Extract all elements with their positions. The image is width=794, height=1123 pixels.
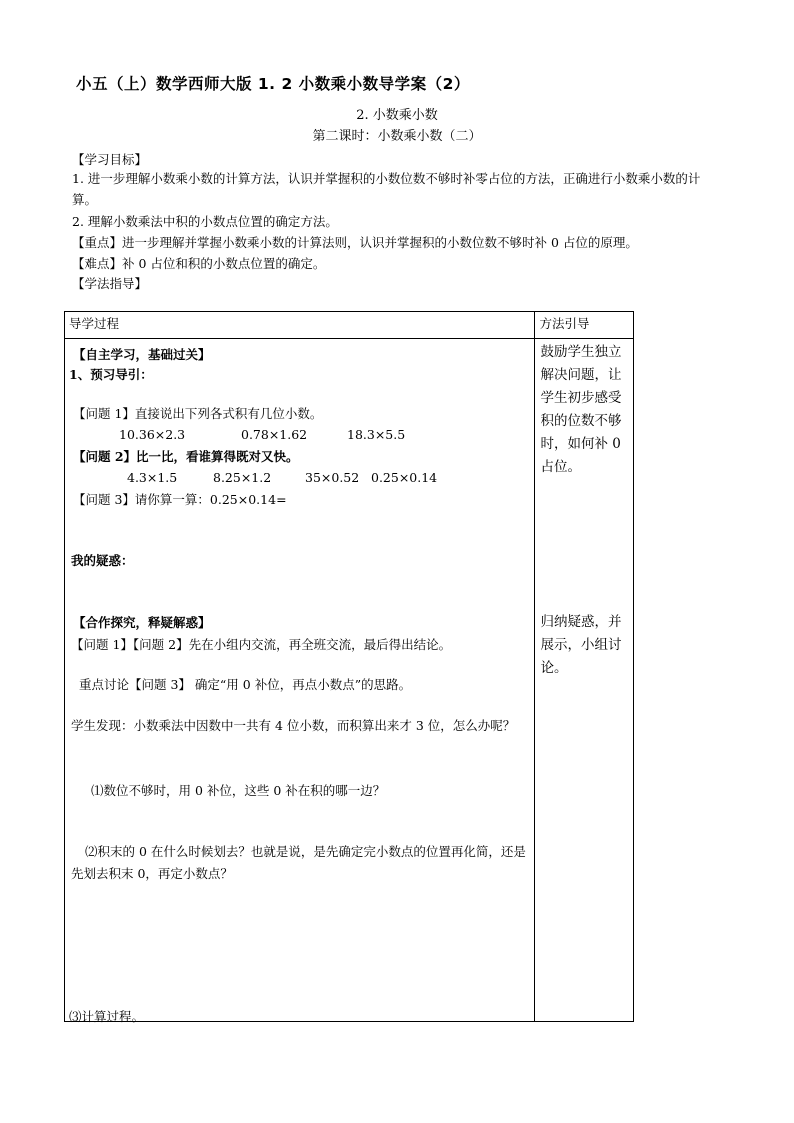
q1-expr-3: 18.3×5.5 (347, 427, 406, 442)
method-cell (535, 339, 634, 1022)
coop-questions: 【问题 1】【问题 2】先在小组内交流，再全班交流，最后得出结论。 (71, 637, 452, 652)
preview-heading: 1、预习导引： (69, 367, 153, 382)
method-note-2: 归纳疑惑，并展示，小组讨论。 (540, 614, 622, 676)
difficulty: 【难点】补 0 占位和积的小数点位置的确定。 (72, 256, 326, 271)
section-subtitle: 2. 小数乘小数 (356, 108, 438, 123)
q1-expr-1: 10.36×2.3 (119, 427, 186, 442)
objective-1: 1. 进一步理解小数乘小数的计算方法，认识并掌握积的小数位数不够时补零占位的方法，正确进行小数乘小数的计算。 (72, 171, 701, 207)
q1-expr-2: 0.78×1.62 (241, 427, 308, 442)
page-title: 小五（上）数学西师大版 1. 2 小数乘小数导学案（2） (76, 75, 470, 93)
method-note-1: 鼓励学生独立解决问题，让学生初步感受积的位数不够时，如何补 0 占位。 (540, 344, 622, 475)
point-1: ⑴数位不够时，用 0 补位，这些 0 补在积的哪一边？ (91, 783, 386, 798)
point-3: ⑶计算过程。 (69, 1009, 145, 1024)
col-header-method: 方法引导 (535, 312, 634, 339)
q2-expr-4: 0.25×0.14 (371, 470, 438, 485)
q2-expr-1: 4.3×1.5 (127, 470, 178, 485)
col-header-process: 导学过程 (65, 312, 535, 339)
self-study-heading: 【自主学习，基础过关】 (73, 347, 211, 362)
process-cell (65, 339, 535, 1022)
point-2: ⑵积末的 0 在什么时候划去？也就是说，是先确定完小数点的位置再化简，还是先划去积末 0，再定小数点？ (71, 844, 526, 881)
q2-expr-3: 35×0.52 (305, 470, 360, 485)
key-point: 【重点】进一步理解并掌握小数乘小数的计算法则，认识并掌握积的小数位数不够时补 0 占位的原理。 (72, 235, 638, 250)
objective-2: 2. 理解小数乘法中积的小数点位置的确定方法。 (72, 214, 338, 229)
method-guide-heading: 【学法指导】 (72, 276, 148, 291)
study-table (64, 311, 634, 1022)
objectives-heading: 【学习目标】 (72, 152, 148, 167)
coop-heading: 【合作探究，释疑解惑】 (73, 615, 211, 630)
student-finding: 学生发现：小数乘法中因数中一共有 4 位小数，而积算出来才 3 位，怎么办呢？ (71, 718, 516, 733)
q2-expr-2: 8.25×1.2 (213, 470, 272, 485)
lesson-subtitle: 第二课时：小数乘小数（二） (312, 129, 482, 144)
focus-discussion: 重点讨论【问题 3】 确定“用 0 补位，再点小数点”的思路。 (79, 677, 412, 692)
question-2: 【问题 2】比一比，看谁算得既对又快。 (73, 449, 299, 464)
doubt-label: 我的疑惑： (71, 553, 134, 568)
question-3: 【问题 3】请你算一算：0.25×0.14= (73, 492, 287, 507)
question-1: 【问题 1】直接说出下列各式积有几位小数。 (73, 406, 323, 421)
